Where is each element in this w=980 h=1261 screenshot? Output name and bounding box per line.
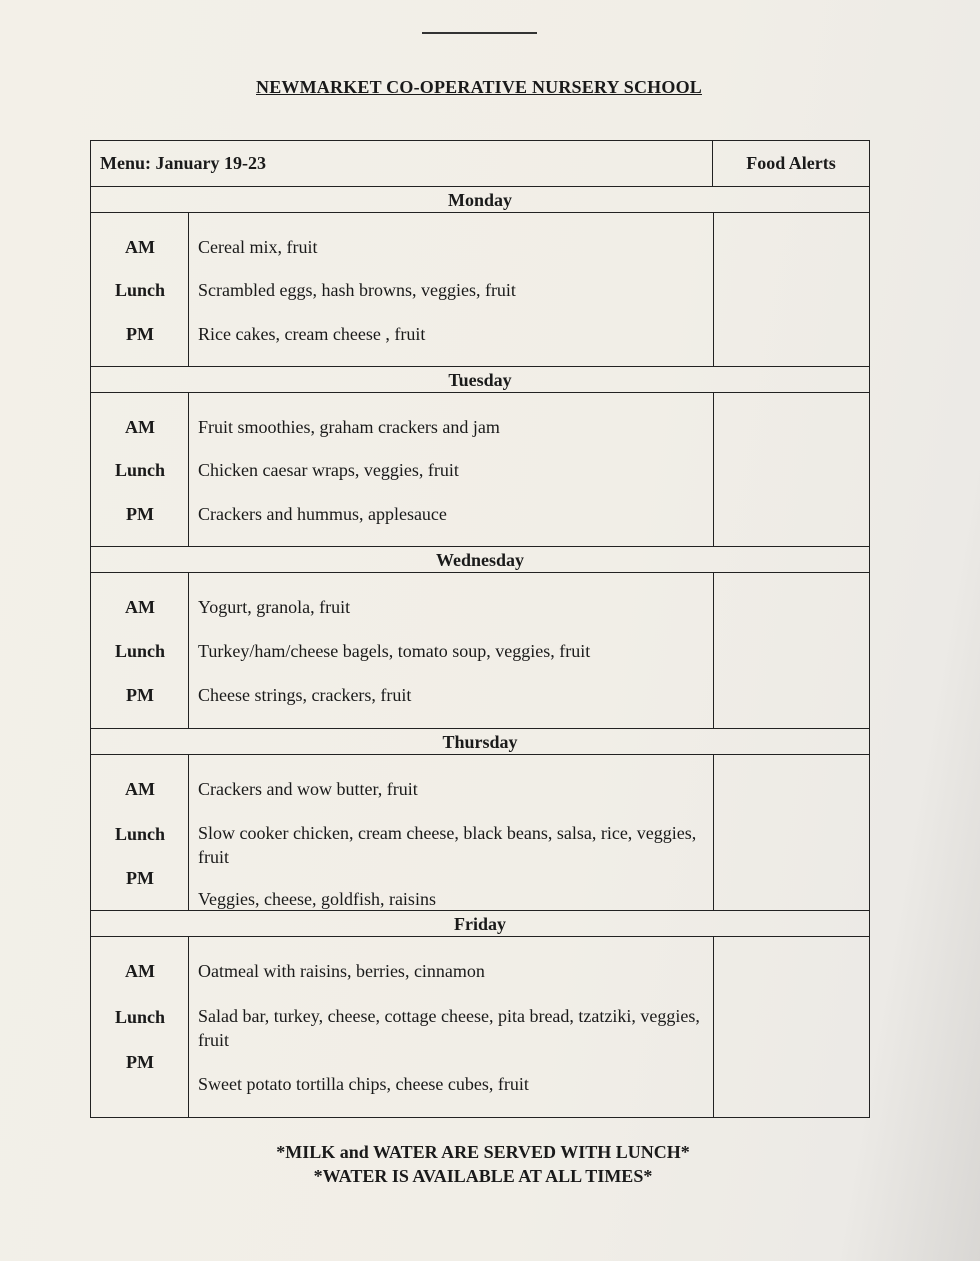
meal-label-pm: PM [126,1052,154,1072]
footer-note-water: *WATER IS AVAILABLE AT ALL TIMES* [313,1166,653,1186]
food-am: Yogurt, granola, fruit [198,597,351,617]
food-pm: Crackers and hummus, applesauce [198,504,447,524]
food-alerts-cell [713,937,869,1117]
meal-label-lunch: Lunch [114,460,166,480]
meal-label-pm: PM [126,685,154,705]
meal-label-column [91,937,189,1117]
food-alerts-header: Food Alerts [712,141,869,186]
top-rule [422,32,537,34]
food-am: Fruit smoothies, graham crackers and jam [198,417,500,437]
meal-label-lunch: Lunch [114,1007,166,1027]
food-column [189,755,713,910]
food-lunch: Slow cooker chicken, cream cheese, black beans, salsa, rice, veggies, fruit [198,823,697,867]
day-header-thursday: Thursday [91,729,869,755]
food-pm: Cheese strings, crackers, fruit [198,685,412,705]
day-header-tuesday: Tuesday [91,367,869,393]
meal-label-am: AM [125,597,155,617]
food-am: Cereal mix, fruit [198,237,318,257]
meal-label-am: AM [125,961,155,981]
school-title: NEWMARKET CO-OPERATIVE NURSERY SCHOOL [256,77,702,97]
food-lunch: Chicken caesar wraps, veggies, fruit [198,460,459,480]
day-header-friday: Friday [91,911,869,937]
food-lunch: Scrambled eggs, hash browns, veggies, fruit [198,280,516,300]
meal-label-column [91,573,189,728]
meal-label-am: AM [125,417,155,437]
day-block-tuesday [91,393,869,547]
meal-label-pm: PM [126,504,154,524]
meal-label-lunch: Lunch [114,641,166,661]
food-alerts-cell [713,573,869,728]
meal-label-pm: PM [126,324,154,344]
food-column [189,213,713,366]
meal-label-am: AM [125,237,155,257]
food-lunch: Turkey/ham/cheese bagels, tomato soup, veggies, fruit [198,641,591,661]
day-block-thursday [91,755,869,911]
table-header-row [91,141,869,187]
footer-notes [0,1140,966,1188]
meal-label-column [91,755,189,910]
food-am: Crackers and wow butter, fruit [198,779,418,799]
meal-label-am: AM [125,779,155,799]
day-block-wednesday [91,573,869,729]
day-block-friday [91,937,869,1117]
food-lunch: Salad bar, turkey, cheese, cottage cheese, pita bread, tzatziki, veggies, fruit [198,1006,700,1050]
meal-label-lunch: Lunch [114,824,166,844]
food-column [189,573,713,728]
food-alerts-cell [713,755,869,910]
food-pm: Rice cakes, cream cheese , fruit [198,324,426,344]
meal-label-column [91,393,189,546]
food-pm: Sweet potato tortilla chips, cheese cubes, fruit [198,1074,529,1094]
food-column [189,937,713,1117]
meal-label-lunch: Lunch [114,280,166,300]
food-alerts-cell [713,393,869,546]
meal-label-pm: PM [126,868,154,888]
food-alerts-cell [713,213,869,366]
day-block-monday [91,213,869,367]
food-column [189,393,713,546]
food-am: Oatmeal with raisins, berries, cinnamon [198,961,485,981]
day-header-monday: Monday [91,187,869,213]
meal-label-column [91,213,189,366]
day-header-wednesday: Wednesday [91,547,869,573]
menu-table [90,140,870,1118]
food-pm: Veggies, cheese, goldfish, raisins [198,889,436,909]
footer-note-milk: *MILK and WATER ARE SERVED WITH LUNCH* [276,1142,690,1162]
menu-title: Menu: January 19-23 [100,153,266,173]
